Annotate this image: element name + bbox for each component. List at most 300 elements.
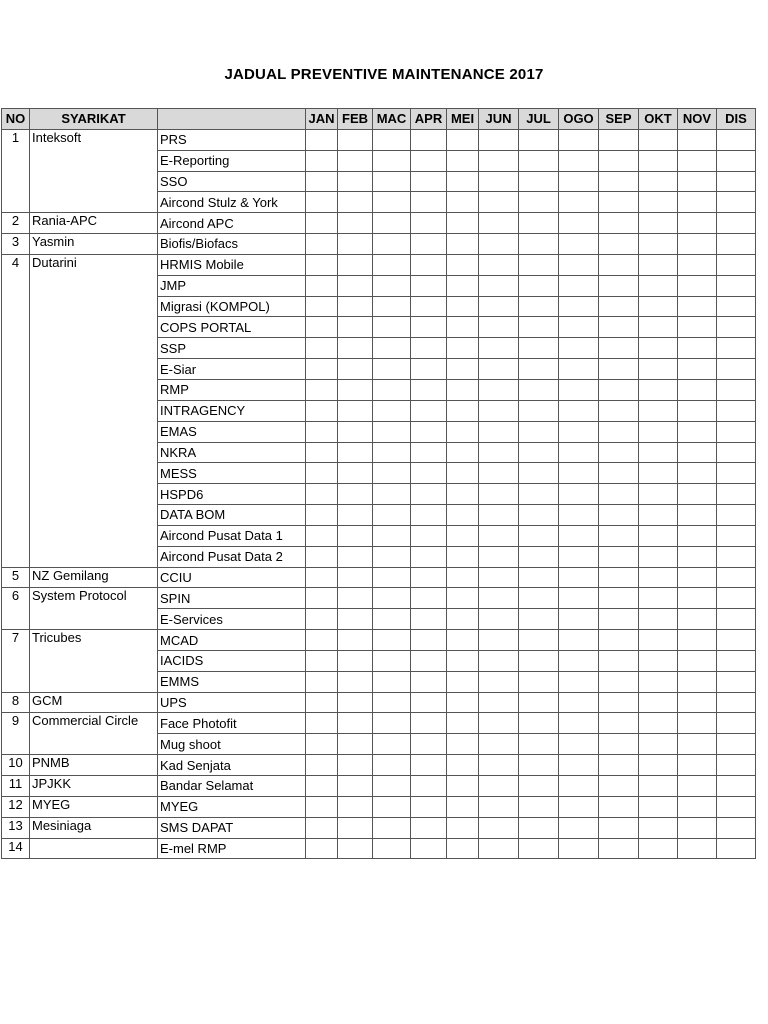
month-cell[interactable] <box>411 734 447 755</box>
month-cell[interactable] <box>717 317 756 338</box>
month-cell[interactable] <box>678 776 717 797</box>
month-cell[interactable] <box>678 254 717 275</box>
month-cell[interactable] <box>717 755 756 776</box>
month-cell[interactable] <box>338 192 373 213</box>
month-cell[interactable] <box>447 776 479 797</box>
month-cell[interactable] <box>678 755 717 776</box>
month-cell[interactable] <box>447 817 479 838</box>
month-cell[interactable] <box>479 755 519 776</box>
month-cell[interactable] <box>519 463 559 484</box>
month-cell[interactable] <box>447 734 479 755</box>
month-cell[interactable] <box>411 630 447 651</box>
month-cell[interactable] <box>519 296 559 317</box>
month-cell[interactable] <box>338 671 373 692</box>
month-cell[interactable] <box>559 838 599 859</box>
month-cell[interactable] <box>411 234 447 255</box>
month-cell[interactable] <box>338 254 373 275</box>
month-cell[interactable] <box>338 546 373 567</box>
month-cell[interactable] <box>411 505 447 526</box>
month-cell[interactable] <box>599 546 639 567</box>
month-cell[interactable] <box>678 796 717 817</box>
month-cell[interactable] <box>678 671 717 692</box>
month-cell[interactable] <box>559 817 599 838</box>
month-cell[interactable] <box>519 650 559 671</box>
month-cell[interactable] <box>599 692 639 713</box>
month-cell[interactable] <box>599 734 639 755</box>
month-cell[interactable] <box>306 379 338 400</box>
month-cell[interactable] <box>519 213 559 234</box>
month-cell[interactable] <box>639 317 678 338</box>
month-cell[interactable] <box>411 421 447 442</box>
month-cell[interactable] <box>717 234 756 255</box>
month-cell[interactable] <box>338 338 373 359</box>
month-cell[interactable] <box>599 317 639 338</box>
month-cell[interactable] <box>559 192 599 213</box>
month-cell[interactable] <box>338 317 373 338</box>
month-cell[interactable] <box>306 442 338 463</box>
month-cell[interactable] <box>479 692 519 713</box>
month-cell[interactable] <box>639 734 678 755</box>
month-cell[interactable] <box>519 546 559 567</box>
month-cell[interactable] <box>447 671 479 692</box>
month-cell[interactable] <box>338 129 373 150</box>
month-cell[interactable] <box>519 359 559 380</box>
month-cell[interactable] <box>373 317 411 338</box>
month-cell[interactable] <box>373 129 411 150</box>
month-cell[interactable] <box>373 463 411 484</box>
month-cell[interactable] <box>599 484 639 505</box>
month-cell[interactable] <box>599 463 639 484</box>
month-cell[interactable] <box>678 171 717 192</box>
month-cell[interactable] <box>639 275 678 296</box>
month-cell[interactable] <box>411 588 447 609</box>
month-cell[interactable] <box>678 505 717 526</box>
month-cell[interactable] <box>639 505 678 526</box>
month-cell[interactable] <box>479 588 519 609</box>
month-cell[interactable] <box>519 776 559 797</box>
month-cell[interactable] <box>447 567 479 588</box>
month-cell[interactable] <box>306 338 338 359</box>
month-cell[interactable] <box>678 234 717 255</box>
month-cell[interactable] <box>447 379 479 400</box>
month-cell[interactable] <box>559 171 599 192</box>
month-cell[interactable] <box>411 838 447 859</box>
month-cell[interactable] <box>338 630 373 651</box>
month-cell[interactable] <box>447 359 479 380</box>
month-cell[interactable] <box>717 442 756 463</box>
month-cell[interactable] <box>717 463 756 484</box>
month-cell[interactable] <box>678 713 717 734</box>
month-cell[interactable] <box>639 192 678 213</box>
month-cell[interactable] <box>306 129 338 150</box>
month-cell[interactable] <box>519 755 559 776</box>
month-cell[interactable] <box>639 838 678 859</box>
month-cell[interactable] <box>447 692 479 713</box>
month-cell[interactable] <box>338 650 373 671</box>
month-cell[interactable] <box>559 755 599 776</box>
month-cell[interactable] <box>519 150 559 171</box>
month-cell[interactable] <box>373 734 411 755</box>
month-cell[interactable] <box>519 713 559 734</box>
month-cell[interactable] <box>717 213 756 234</box>
month-cell[interactable] <box>373 275 411 296</box>
month-cell[interactable] <box>519 567 559 588</box>
month-cell[interactable] <box>447 275 479 296</box>
month-cell[interactable] <box>559 713 599 734</box>
month-cell[interactable] <box>479 296 519 317</box>
month-cell[interactable] <box>678 609 717 630</box>
month-cell[interactable] <box>411 776 447 797</box>
month-cell[interactable] <box>338 588 373 609</box>
month-cell[interactable] <box>338 421 373 442</box>
month-cell[interactable] <box>447 713 479 734</box>
month-cell[interactable] <box>639 379 678 400</box>
month-cell[interactable] <box>559 275 599 296</box>
month-cell[interactable] <box>717 525 756 546</box>
month-cell[interactable] <box>479 192 519 213</box>
month-cell[interactable] <box>479 359 519 380</box>
month-cell[interactable] <box>479 421 519 442</box>
month-cell[interactable] <box>717 171 756 192</box>
month-cell[interactable] <box>447 338 479 359</box>
month-cell[interactable] <box>411 338 447 359</box>
month-cell[interactable] <box>678 630 717 651</box>
month-cell[interactable] <box>519 171 559 192</box>
month-cell[interactable] <box>519 254 559 275</box>
month-cell[interactable] <box>519 630 559 651</box>
month-cell[interactable] <box>306 817 338 838</box>
month-cell[interactable] <box>599 567 639 588</box>
month-cell[interactable] <box>479 609 519 630</box>
month-cell[interactable] <box>306 213 338 234</box>
month-cell[interactable] <box>306 400 338 421</box>
month-cell[interactable] <box>373 338 411 359</box>
month-cell[interactable] <box>447 442 479 463</box>
month-cell[interactable] <box>373 192 411 213</box>
month-cell[interactable] <box>373 213 411 234</box>
month-cell[interactable] <box>338 755 373 776</box>
month-cell[interactable] <box>559 213 599 234</box>
month-cell[interactable] <box>373 525 411 546</box>
month-cell[interactable] <box>599 817 639 838</box>
month-cell[interactable] <box>639 296 678 317</box>
month-cell[interactable] <box>678 442 717 463</box>
month-cell[interactable] <box>338 817 373 838</box>
month-cell[interactable] <box>338 234 373 255</box>
month-cell[interactable] <box>559 359 599 380</box>
month-cell[interactable] <box>411 463 447 484</box>
month-cell[interactable] <box>447 650 479 671</box>
month-cell[interactable] <box>599 234 639 255</box>
month-cell[interactable] <box>599 254 639 275</box>
month-cell[interactable] <box>717 630 756 651</box>
month-cell[interactable] <box>559 546 599 567</box>
month-cell[interactable] <box>639 484 678 505</box>
month-cell[interactable] <box>411 755 447 776</box>
month-cell[interactable] <box>559 734 599 755</box>
month-cell[interactable] <box>599 150 639 171</box>
month-cell[interactable] <box>338 567 373 588</box>
month-cell[interactable] <box>306 317 338 338</box>
month-cell[interactable] <box>639 546 678 567</box>
month-cell[interactable] <box>338 609 373 630</box>
month-cell[interactable] <box>411 254 447 275</box>
month-cell[interactable] <box>373 776 411 797</box>
month-cell[interactable] <box>373 484 411 505</box>
month-cell[interactable] <box>678 359 717 380</box>
month-cell[interactable] <box>373 671 411 692</box>
month-cell[interactable] <box>338 796 373 817</box>
month-cell[interactable] <box>373 150 411 171</box>
month-cell[interactable] <box>479 546 519 567</box>
month-cell[interactable] <box>639 525 678 546</box>
month-cell[interactable] <box>479 567 519 588</box>
month-cell[interactable] <box>519 400 559 421</box>
month-cell[interactable] <box>639 796 678 817</box>
month-cell[interactable] <box>519 484 559 505</box>
month-cell[interactable] <box>411 317 447 338</box>
month-cell[interactable] <box>373 692 411 713</box>
month-cell[interactable] <box>373 234 411 255</box>
month-cell[interactable] <box>479 484 519 505</box>
month-cell[interactable] <box>717 400 756 421</box>
month-cell[interactable] <box>639 713 678 734</box>
month-cell[interactable] <box>338 713 373 734</box>
month-cell[interactable] <box>447 317 479 338</box>
month-cell[interactable] <box>411 525 447 546</box>
month-cell[interactable] <box>599 338 639 359</box>
month-cell[interactable] <box>447 588 479 609</box>
month-cell[interactable] <box>411 484 447 505</box>
month-cell[interactable] <box>447 171 479 192</box>
month-cell[interactable] <box>306 150 338 171</box>
month-cell[interactable] <box>639 150 678 171</box>
month-cell[interactable] <box>559 505 599 526</box>
month-cell[interactable] <box>338 359 373 380</box>
month-cell[interactable] <box>559 484 599 505</box>
month-cell[interactable] <box>639 359 678 380</box>
month-cell[interactable] <box>678 213 717 234</box>
month-cell[interactable] <box>479 442 519 463</box>
month-cell[interactable] <box>717 505 756 526</box>
month-cell[interactable] <box>338 442 373 463</box>
month-cell[interactable] <box>447 150 479 171</box>
month-cell[interactable] <box>373 817 411 838</box>
month-cell[interactable] <box>639 567 678 588</box>
month-cell[interactable] <box>447 755 479 776</box>
month-cell[interactable] <box>373 796 411 817</box>
month-cell[interactable] <box>599 129 639 150</box>
month-cell[interactable] <box>559 400 599 421</box>
month-cell[interactable] <box>479 234 519 255</box>
month-cell[interactable] <box>479 213 519 234</box>
month-cell[interactable] <box>559 588 599 609</box>
month-cell[interactable] <box>678 275 717 296</box>
month-cell[interactable] <box>479 630 519 651</box>
month-cell[interactable] <box>447 505 479 526</box>
month-cell[interactable] <box>678 484 717 505</box>
month-cell[interactable] <box>717 254 756 275</box>
month-cell[interactable] <box>678 421 717 442</box>
month-cell[interactable] <box>338 400 373 421</box>
month-cell[interactable] <box>559 129 599 150</box>
month-cell[interactable] <box>559 150 599 171</box>
month-cell[interactable] <box>447 254 479 275</box>
month-cell[interactable] <box>338 484 373 505</box>
month-cell[interactable] <box>447 234 479 255</box>
month-cell[interactable] <box>411 192 447 213</box>
month-cell[interactable] <box>373 379 411 400</box>
month-cell[interactable] <box>373 650 411 671</box>
month-cell[interactable] <box>411 546 447 567</box>
month-cell[interactable] <box>306 713 338 734</box>
month-cell[interactable] <box>559 338 599 359</box>
month-cell[interactable] <box>306 588 338 609</box>
month-cell[interactable] <box>519 317 559 338</box>
month-cell[interactable] <box>306 838 338 859</box>
month-cell[interactable] <box>447 838 479 859</box>
month-cell[interactable] <box>373 713 411 734</box>
month-cell[interactable] <box>717 484 756 505</box>
month-cell[interactable] <box>639 171 678 192</box>
month-cell[interactable] <box>717 817 756 838</box>
month-cell[interactable] <box>559 630 599 651</box>
month-cell[interactable] <box>678 192 717 213</box>
month-cell[interactable] <box>639 776 678 797</box>
month-cell[interactable] <box>411 567 447 588</box>
month-cell[interactable] <box>717 776 756 797</box>
month-cell[interactable] <box>338 171 373 192</box>
month-cell[interactable] <box>447 421 479 442</box>
month-cell[interactable] <box>599 296 639 317</box>
month-cell[interactable] <box>717 129 756 150</box>
month-cell[interactable] <box>447 484 479 505</box>
month-cell[interactable] <box>639 671 678 692</box>
month-cell[interactable] <box>519 734 559 755</box>
month-cell[interactable] <box>599 525 639 546</box>
month-cell[interactable] <box>338 692 373 713</box>
month-cell[interactable] <box>599 650 639 671</box>
month-cell[interactable] <box>717 692 756 713</box>
month-cell[interactable] <box>373 254 411 275</box>
month-cell[interactable] <box>559 692 599 713</box>
month-cell[interactable] <box>447 609 479 630</box>
month-cell[interactable] <box>678 817 717 838</box>
month-cell[interactable] <box>338 734 373 755</box>
month-cell[interactable] <box>306 609 338 630</box>
month-cell[interactable] <box>411 379 447 400</box>
month-cell[interactable] <box>717 567 756 588</box>
month-cell[interactable] <box>479 463 519 484</box>
month-cell[interactable] <box>519 671 559 692</box>
month-cell[interactable] <box>717 359 756 380</box>
month-cell[interactable] <box>338 296 373 317</box>
month-cell[interactable] <box>306 796 338 817</box>
month-cell[interactable] <box>447 525 479 546</box>
month-cell[interactable] <box>639 213 678 234</box>
month-cell[interactable] <box>639 254 678 275</box>
month-cell[interactable] <box>479 713 519 734</box>
month-cell[interactable] <box>519 609 559 630</box>
month-cell[interactable] <box>559 463 599 484</box>
month-cell[interactable] <box>411 796 447 817</box>
month-cell[interactable] <box>678 650 717 671</box>
month-cell[interactable] <box>479 379 519 400</box>
month-cell[interactable] <box>411 213 447 234</box>
month-cell[interactable] <box>678 150 717 171</box>
month-cell[interactable] <box>447 546 479 567</box>
month-cell[interactable] <box>306 630 338 651</box>
month-cell[interactable] <box>373 838 411 859</box>
month-cell[interactable] <box>678 588 717 609</box>
month-cell[interactable] <box>411 129 447 150</box>
month-cell[interactable] <box>479 734 519 755</box>
month-cell[interactable] <box>411 442 447 463</box>
month-cell[interactable] <box>599 359 639 380</box>
month-cell[interactable] <box>306 254 338 275</box>
month-cell[interactable] <box>559 234 599 255</box>
month-cell[interactable] <box>479 275 519 296</box>
month-cell[interactable] <box>373 567 411 588</box>
month-cell[interactable] <box>717 838 756 859</box>
month-cell[interactable] <box>447 630 479 651</box>
month-cell[interactable] <box>519 338 559 359</box>
month-cell[interactable] <box>411 650 447 671</box>
month-cell[interactable] <box>519 421 559 442</box>
month-cell[interactable] <box>447 192 479 213</box>
month-cell[interactable] <box>479 129 519 150</box>
month-cell[interactable] <box>639 442 678 463</box>
month-cell[interactable] <box>559 650 599 671</box>
month-cell[interactable] <box>411 817 447 838</box>
month-cell[interactable] <box>306 776 338 797</box>
month-cell[interactable] <box>599 505 639 526</box>
month-cell[interactable] <box>306 546 338 567</box>
month-cell[interactable] <box>338 213 373 234</box>
month-cell[interactable] <box>717 671 756 692</box>
month-cell[interactable] <box>479 400 519 421</box>
month-cell[interactable] <box>479 525 519 546</box>
month-cell[interactable] <box>717 338 756 359</box>
month-cell[interactable] <box>338 150 373 171</box>
month-cell[interactable] <box>479 317 519 338</box>
month-cell[interactable] <box>519 192 559 213</box>
month-cell[interactable] <box>559 254 599 275</box>
month-cell[interactable] <box>306 734 338 755</box>
month-cell[interactable] <box>599 588 639 609</box>
month-cell[interactable] <box>559 776 599 797</box>
month-cell[interactable] <box>306 692 338 713</box>
month-cell[interactable] <box>639 234 678 255</box>
month-cell[interactable] <box>306 650 338 671</box>
month-cell[interactable] <box>639 609 678 630</box>
month-cell[interactable] <box>373 359 411 380</box>
month-cell[interactable] <box>678 546 717 567</box>
month-cell[interactable] <box>479 171 519 192</box>
month-cell[interactable] <box>447 213 479 234</box>
month-cell[interactable] <box>559 796 599 817</box>
month-cell[interactable] <box>599 609 639 630</box>
month-cell[interactable] <box>411 692 447 713</box>
month-cell[interactable] <box>639 650 678 671</box>
month-cell[interactable] <box>338 838 373 859</box>
month-cell[interactable] <box>519 129 559 150</box>
month-cell[interactable] <box>479 505 519 526</box>
month-cell[interactable] <box>599 630 639 651</box>
month-cell[interactable] <box>599 838 639 859</box>
month-cell[interactable] <box>717 421 756 442</box>
month-cell[interactable] <box>519 796 559 817</box>
